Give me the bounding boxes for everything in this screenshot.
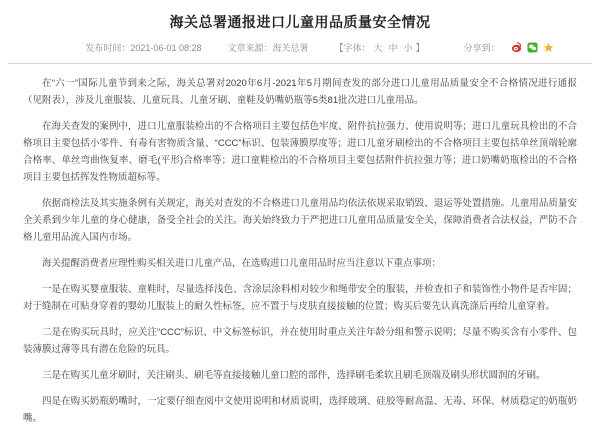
font-size-large-button[interactable]: 大 [373,43,383,53]
paragraph-tip-1: 一是在购买婴童服装、童鞋时，尽量选择浅色、含涂层涂料相对较少和绳带安全的服装，并检查扣子和装饰性小物件是否牢固；对于缝制在可贴身穿着的婴幼儿服装上的耐久性标签，应不置于与皮肤直接接触的位置；购买后要先认真洗涤后再给儿童穿着。 [23,284,577,312]
weibo-icon[interactable] [511,42,522,53]
page-title: 海关总署通报进口儿童用品质量安全情况 [169,14,431,30]
article-source [227,41,308,54]
article-source-value: 海关总署 [272,43,309,53]
paragraph-tip-2: 二是在购买玩具时，应关注“CCC”标识、中文标签标识，并在使用时重点关注年龄分组和警示说明；尽量不购买含有小零件、包装薄膜过薄等具有潜在危险的玩具。 [23,327,577,355]
publish-time-value: 2021-06-01 08:28 [130,43,202,53]
paragraph-tip-3: 三是在购买儿童牙刷时，关注刷头、刷毛等直接接触儿童口腔的部件，选择刷毛柔软且刷毛顶端及刷头形状圆润的牙刷。 [42,370,546,381]
paragraph-reminder: 海关提醒消费者应理性购买相关进口儿童产品，在选购进口儿童用品时应当注意以下重点事项： [42,258,442,269]
paragraph-intro: 在“六一”国际儿童节到来之际，海关总署对2020年6月-2021年5月期间查发的部分进口儿童用品质量安全不合格情况进行通报（见附表），涉及儿童服装、儿童玩具、儿童牙刷、童鞋及奶嘴奶瓶等5类81批次进口儿童用品。 [23,78,577,106]
article-page [0,13,600,424]
publish-time [85,41,201,54]
article-body [0,64,600,427]
paragraph-measures: 依据商检法及其实施条例有关规定，海关对查发的不合格进口儿童用品均依法依规采取销毁、退运等处置措施。儿童用品质量安全关系到少年儿童的身心健康，备受全社会的关注。海关始终致力于严把进口儿童用品质量安全关，保障消费者合法权益，严防不合格儿童用品流入国内市场。 [23,198,577,243]
font-size-prefix: 【字体： [334,43,371,53]
wechat-icon[interactable] [527,42,538,53]
article-source-label: 文章来源： [227,43,273,53]
font-size-control [335,41,425,54]
meta-bar [0,41,600,54]
font-size-small-button[interactable]: 小 [403,43,413,53]
paragraph-cases: 在海关查发的案例中，进口儿童服装检出的不合格项目主要包括色牢度、附件抗拉强力、使用说明等；进口儿童玩具检出的不合格项目主要包括小零件、有毒有害物质含量、“CCC”标识、包装薄膜厚度等；进口儿童牙刷检出的不合格项目主要包括单丝顶端轮廓合格率、单丝弯曲恢复率、磨毛(平形)合格率等；进口童鞋检出的不合格项目主要包括附件抗拉强力等；进口奶嘴奶瓶检出的不合格项目主要包括挥发性物质超标等。 [23,121,577,183]
font-size-suffix: 】 [415,43,425,53]
share-label: 分享到： [463,43,500,53]
share-group [464,41,554,54]
publish-time-label: 发布时间： [85,43,131,53]
favorite-star-icon[interactable] [543,42,554,53]
font-size-medium-button[interactable]: 中 [388,43,398,53]
paragraph-tip-4: 四是在购买奶瓶奶嘴时，一定要仔细查阅中文使用说明和材质说明，选择玻璃、硅胶等耐高温、无毒、环保、材质稳定的奶瓶奶嘴。 [23,396,577,424]
